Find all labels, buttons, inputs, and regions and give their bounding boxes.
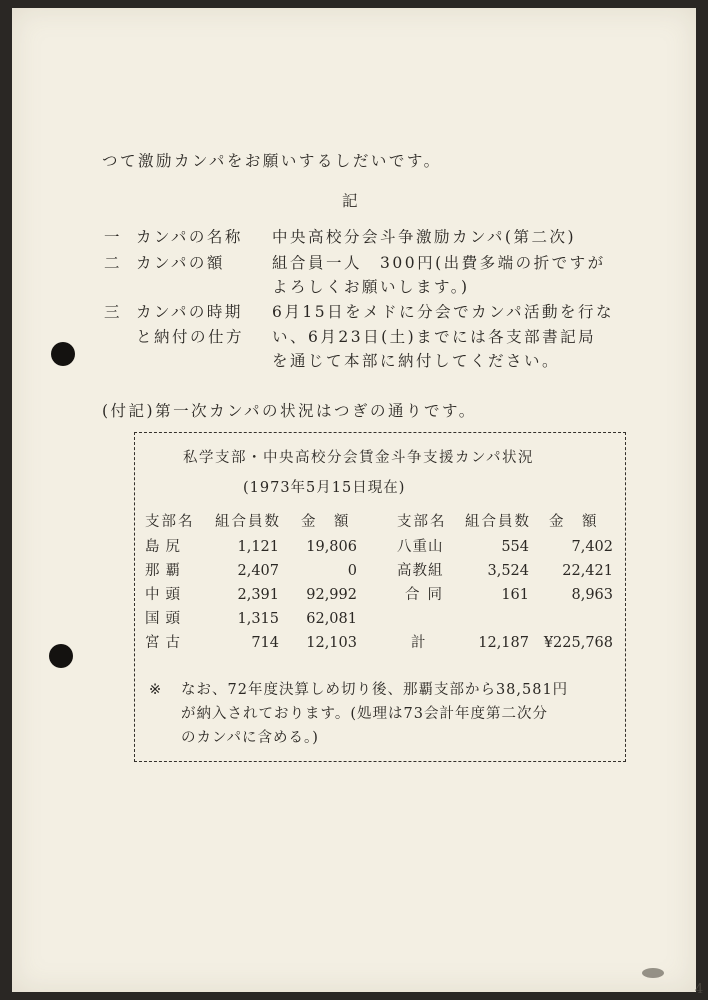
table-cell: 合同 [405,587,450,603]
table-note-line-2: が納入されております。(処理は73会計年度第二次分 [181,706,548,722]
ki-heading: 記 [342,192,361,210]
table-note-line-1: なお、72年度決算しめ切り後、那覇支部から38,581円 [181,682,569,698]
table-title: 私学支部・中央高校分会賃金斗争支援カンパ状況 [183,450,534,466]
table-cell: 0 [347,563,357,579]
table-cell: 8,963 [571,587,613,603]
table-total-amount: ¥225,768 [543,635,613,651]
item-2-text-cont: よろしくお願いします。) [272,278,470,296]
table-note-line-3: のカンパに含める。) [181,730,319,746]
header-members-left: 組合員数 [215,514,281,530]
intro-line: つて激励カンパをお願いするしだいです。 [102,152,442,170]
table-cell: 2,391 [237,587,279,603]
table-cell: 国頭 [145,611,186,627]
table-cell: 1,315 [237,611,279,627]
binder-hole-bottom [49,644,73,668]
item-3-text: 6月15日をメドに分会でカンパ活動を行な [272,303,615,321]
ink-smudge [642,968,664,978]
table-cell: 12,103 [306,635,357,651]
table-cell: 92,992 [306,587,357,603]
page-number: 4 [695,982,704,997]
table-cell: 島尻 [145,539,186,555]
table-cell: 161 [501,587,529,603]
note-mark: ※ [149,682,162,698]
table-cell: 高教組 [397,563,444,579]
item-3-text-cont: い、6月23日(土)までには各支部書記局 [272,328,597,346]
item-3-text-cont-2: を通じて本部に納付してください。 [272,352,561,370]
note-heading: (付記)第一次カンパの状況はつぎの通りです。 [102,402,477,420]
table-date: (1973年5月15日現在) [243,480,406,496]
item-2-number: 二 [104,254,123,272]
document-page [12,8,704,997]
table-total-label: 計 [411,635,426,651]
table-cell: 554 [501,539,529,555]
table-cell: 22,421 [562,563,613,579]
table-cell: 中頭 [145,587,186,603]
header-amount-right: 金 額 [549,514,599,530]
item-3-number: 三 [104,303,123,321]
campaign-status-table [134,432,626,762]
table-cell: 1,121 [237,539,279,555]
header-members-right: 組合員数 [465,514,531,530]
table-cell: 2,407 [237,563,279,579]
table-cell: 7,402 [571,539,613,555]
table-cell: 那覇 [145,563,186,579]
item-1-text: 中央高校分会斗争激励カンパ(第二次) [272,228,577,246]
item-2-label: カンパの額 [136,254,225,272]
header-branch-right: 支部名 [397,514,447,530]
header-amount-left: 金 額 [301,514,351,530]
table-cell: 714 [251,635,279,651]
table-cell: 19,806 [306,539,357,555]
item-3-label-cont: と納付の仕方 [136,328,245,346]
item-3-label: カンパの時期 [136,303,243,321]
item-1-label: カンパの名称 [136,228,243,246]
item-2-text: 組合員一人 300円(出費多端の折ですが [272,254,606,272]
table-cell: 宮古 [145,635,186,651]
table-total-members: 12,187 [478,635,529,651]
binder-hole-top [51,342,75,366]
item-1-number: 一 [104,228,123,246]
header-branch-left: 支部名 [145,514,195,530]
table-cell: 3,524 [487,563,529,579]
table-cell: 62,081 [306,611,357,627]
table-cell: 八重山 [397,539,444,555]
